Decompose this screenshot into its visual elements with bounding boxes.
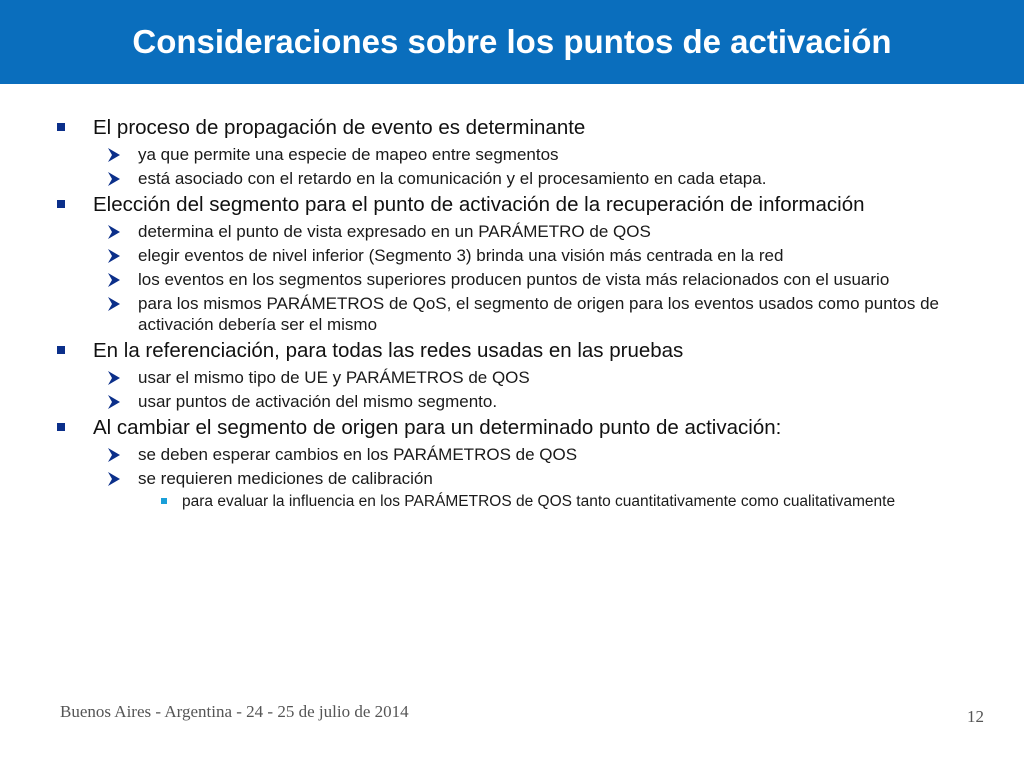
bullet-item — [56, 415, 986, 441]
sub-bullet-text: elegir eventos de nivel inferior (Segmento 3) brinda una visión más centrada en la red — [138, 246, 784, 265]
sub-bullet-item — [56, 468, 986, 489]
title-bar — [0, 0, 1024, 84]
sub-bullet-text: usar el mismo tipo de UE y PARÁMETROS de QOS — [138, 368, 530, 387]
sub-sub-bullet-item — [56, 492, 986, 512]
sub-bullet-item — [56, 168, 986, 189]
sub-bullet-text: para los mismos PARÁMETROS de QoS, el segmento de origen para los eventos usados como puntos de activación debería ser el mismo — [138, 294, 939, 334]
sub-bullet-item — [56, 391, 986, 412]
arrow-bullet-icon — [106, 171, 122, 187]
sub-bullet-item — [56, 245, 986, 266]
arrow-bullet-icon — [106, 471, 122, 487]
bullet-text: Al cambiar el segmento de origen para un determinado punto de activación: — [93, 416, 782, 439]
arrow-bullet-icon — [106, 224, 122, 240]
sub-bullet-text: determina el punto de vista expresado en un PARÁMETRO de QOS — [138, 222, 651, 241]
bullet-item — [56, 115, 986, 141]
sub-bullet-text: los eventos en los segmentos superiores producen puntos de vista más relacionados con el usuario — [138, 270, 890, 289]
small-square-bullet-icon — [161, 498, 167, 504]
arrow-bullet-icon — [106, 272, 122, 288]
page-number: 12 — [967, 707, 984, 726]
sub-bullet-item — [56, 367, 986, 388]
sub-bullet-item — [56, 144, 986, 165]
slide-title: Consideraciones sobre los puntos de activación — [132, 23, 892, 60]
arrow-bullet-icon — [106, 248, 122, 264]
bullet-text: El proceso de propagación de evento es determinante — [93, 116, 586, 139]
sub-bullet-text: está asociado con el retardo en la comunicación y el procesamiento en cada etapa. — [138, 169, 767, 188]
footer-location-date: Buenos Aires - Argentina - 24 - 25 de julio de 2014 — [60, 702, 409, 721]
sub-bullet-text: usar puntos de activación del mismo segmento. — [138, 392, 498, 411]
sub-bullet-item — [56, 221, 986, 242]
square-bullet-icon — [57, 123, 65, 131]
sub-bullet-item — [56, 293, 986, 335]
arrow-bullet-icon — [106, 394, 122, 410]
arrow-bullet-icon — [106, 147, 122, 163]
sub-bullet-text: se deben esperar cambios en los PARÁMETROS de QOS — [138, 445, 578, 464]
sub-bullet-text: ya que permite una especie de mapeo entre segmentos — [138, 145, 559, 164]
sub-bullet-item — [56, 444, 986, 465]
bullet-text: Elección del segmento para el punto de activación de la recuperación de información — [93, 193, 865, 216]
arrow-bullet-icon — [106, 296, 122, 312]
arrow-bullet-icon — [106, 447, 122, 463]
square-bullet-icon — [57, 346, 65, 354]
sub-bullet-item — [56, 269, 986, 290]
sub-sub-bullet-text: para evaluar la influencia en los PARÁMETROS de QOS tanto cuantitativamente como cualitativamente — [182, 493, 896, 510]
square-bullet-icon — [57, 423, 65, 431]
bullet-item — [56, 192, 986, 218]
square-bullet-icon — [57, 200, 65, 208]
arrow-bullet-icon — [106, 370, 122, 386]
slide-content — [56, 112, 986, 512]
bullet-item — [56, 338, 986, 364]
sub-bullet-text: se requieren mediciones de calibración — [138, 469, 433, 488]
bullet-text: En la referenciación, para todas las redes usadas en las pruebas — [93, 339, 684, 362]
